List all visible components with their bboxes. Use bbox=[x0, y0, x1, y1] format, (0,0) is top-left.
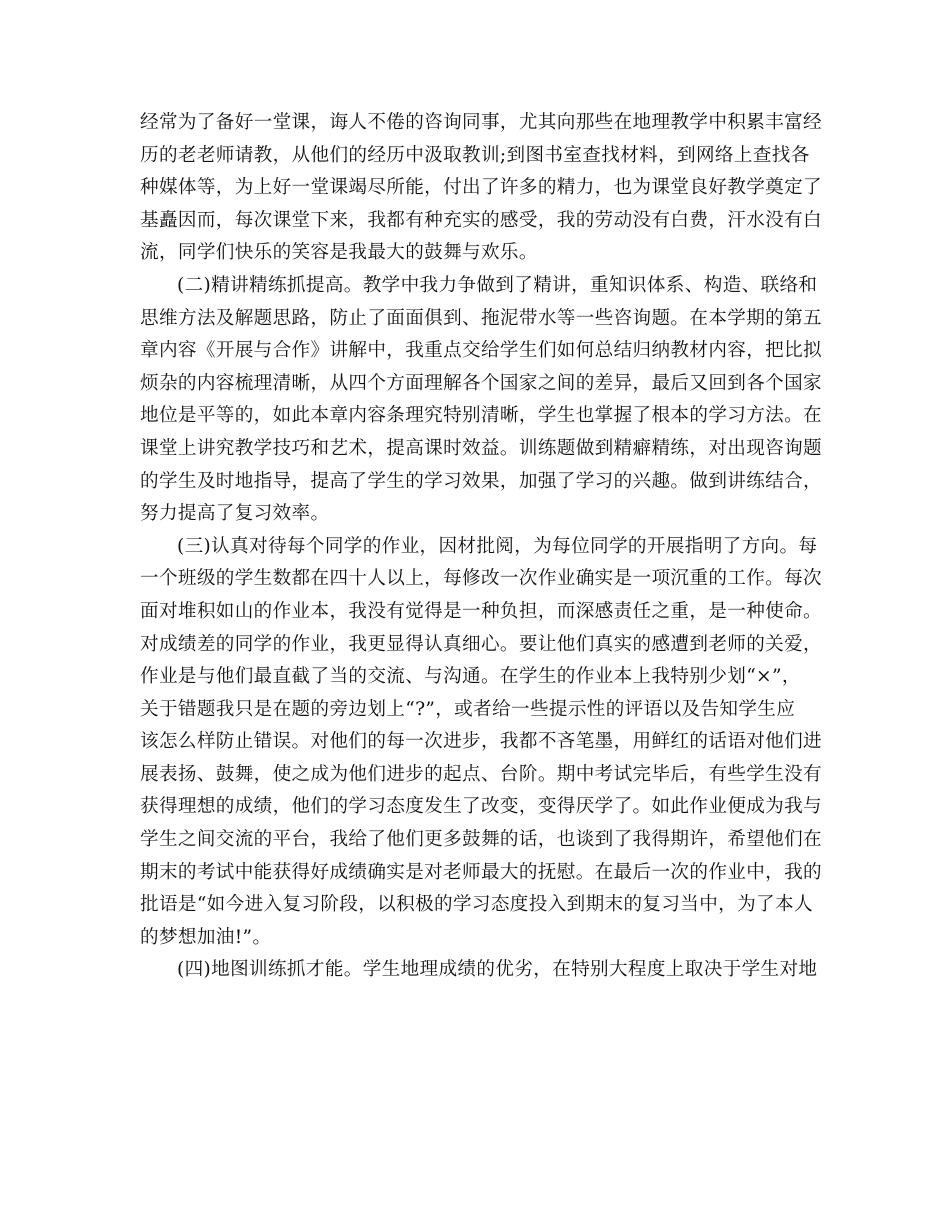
text-line: 烦杂的内容梳理清晰，从四个方面理解各个国家之间的差异，最后又回到各个国家 bbox=[140, 372, 822, 394]
text-line: 一个班级的学生数都在四十人以上，每修改一次作业确实是一项沉重的工作。每次 bbox=[140, 568, 822, 590]
text-line: 种媒体等，为上好一堂课竭尽所能，付出了许多的精力，也为课堂良好教学奠定了 bbox=[140, 177, 822, 199]
text-line: 该怎么样防止错误。对他们的每一次进步，我都不吝笔墨，用鲜红的话语对他们进 bbox=[140, 731, 822, 753]
text-line: 经常为了备好一堂课，诲人不倦的咨询同事，尤其向那些在地理教学中积累丰富经 bbox=[140, 112, 822, 133]
text-line: 思维方法及解题思路，防止了面面俱到、拖泥带水等一些咨询题。在本学期的第五 bbox=[140, 307, 822, 329]
text-line: 获得理想的成绩，他们的学习态度发生了改变，变得厌学了。如此作业便成为我与 bbox=[140, 796, 822, 818]
paragraph-start-line: (二)精讲精练抓提高。教学中我力争做到了精讲，重知识体系、构造、联络和 bbox=[177, 274, 818, 296]
text-line: 地位是平等的，如此本章内容条理究特别清晰，学生也掌握了根本的学习方法。在 bbox=[140, 405, 822, 427]
paragraph-start-line: (四)地图训练抓才能。学生地理成绩的优劣，在特别大程度上取决于学生对地 bbox=[177, 959, 818, 981]
text-line: 对成绩差的同学的作业，我更显得认真细心。要让他们真实的感遭到老师的关爱， bbox=[140, 633, 822, 655]
text-line: 流，同学们快乐的笑容是我最大的鼓舞与欢乐。 bbox=[140, 242, 538, 264]
text-line: 批语是“如今进入复习阶段，以积极的学习态度投入到期末的复习当中，为了本人 bbox=[140, 894, 813, 916]
text-line: 关于错题我只是在题的旁边划上“?”，或者给一些提示性的评语以及告知学生应 bbox=[140, 698, 796, 720]
text-line: 章内容《开展与合作》讲解中，我重点交给学生们如何总结归纳教材内容，把比拟 bbox=[140, 340, 822, 362]
paragraph-start-line: (三)认真对待每个同学的作业，因材批阅，为每位同学的开展指明了方向。每 bbox=[177, 535, 818, 557]
text-line: 面对堆积如山的作业本，我没有觉得是一种负担，而深感责任之重，是一种使命。 bbox=[140, 600, 822, 622]
text-line: 展表扬、鼓舞，使之成为他们进步的起点、台阶。期中考试完毕后，有些学生没有 bbox=[140, 763, 822, 785]
text-line: 期末的考试中能获得好成绩确实是对老师最大的抚慰。在最后一次的作业中，我的 bbox=[140, 861, 822, 883]
text-line: 作业是与他们最直截了当的交流、与沟通。在学生的作业本上我特别少划“×”， bbox=[140, 666, 801, 688]
text-line: 学生之间交流的平台，我给了他们更多鼓舞的话，也谈到了我得期许，希望他们在 bbox=[140, 829, 822, 851]
text-line: 基矗因而，每次课堂下来，我都有种充实的感受，我的劳动没有白费，汗水没有白 bbox=[140, 209, 822, 231]
text-line: 努力提高了复习效率。 bbox=[140, 503, 330, 525]
text-line: 历的老老师请教，从他们的经历中汲取教训;到图书室查找材料，到网络上查找各 bbox=[140, 144, 810, 166]
text-line: 课堂上讲究教学技巧和艺术，提高课时效益。训练题做到精癖精练，对出现咨询题 bbox=[140, 437, 822, 459]
text-line: 的梦想加油!”。 bbox=[140, 926, 272, 948]
body-text bbox=[140, 107, 822, 987]
text-line: 的学生及时地指导，提高了学生的学习效果，加强了学习的兴趣。做到讲练结合， bbox=[140, 470, 822, 492]
